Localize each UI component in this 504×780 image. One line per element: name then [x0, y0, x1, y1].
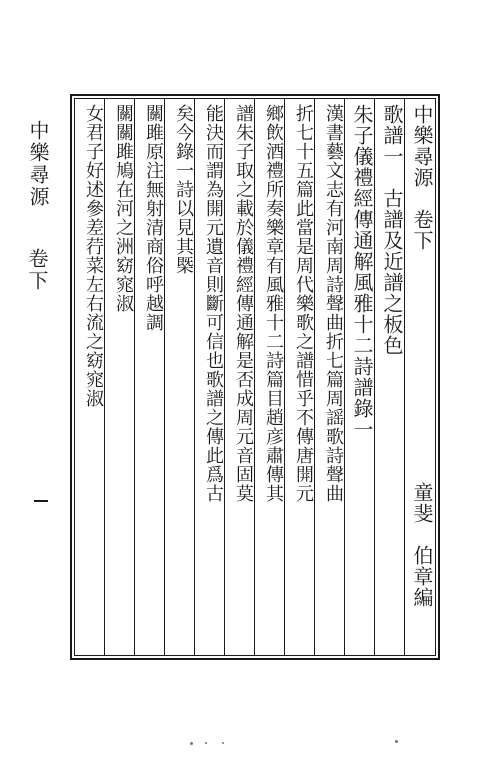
margin-page-mark: [34, 500, 48, 502]
scan-speck: [395, 740, 398, 743]
column-title: 中樂尋源 卷下 童斐 伯章編: [410, 104, 434, 608]
column-text: 能決而謂為開元遺音則斷可信也歌譜之傳此爲古: [203, 104, 224, 503]
column-text: 鄉飲酒禮所奏樂章有風雅十二詩篇目趙彦肅傳其: [263, 104, 284, 503]
column-poem-title: 關雎原注無射清商俗呼越調: [143, 104, 164, 332]
margin-title: 中樂尋源: [26, 120, 50, 208]
column-text: 折七十五篇此當是周代樂歌之譜惜乎不傳唐開元: [293, 104, 314, 503]
margin-volume: 卷下: [25, 248, 49, 292]
scan-speck: [205, 742, 207, 744]
column-text: 矣今錄一詩以見其槩: [173, 104, 194, 275]
column-lyrics: 女君子好述參差荇菜左右流之窈窕淑: [83, 104, 104, 408]
column-subheading: 朱子儀禮經傳通解風雅十二詩譜錄一: [350, 104, 374, 440]
scan-speck: [222, 742, 224, 744]
column-text: 譜朱子取之載於儀禮經傳通解是否成周元音固莫: [233, 104, 254, 503]
column-text: 漢書藝文志有河南周詩聲曲折七篇周謡歌詩聲曲: [323, 104, 344, 503]
scan-speck: [190, 742, 193, 745]
column-lyrics: 關關雎鳩在河之洲窈窕淑: [113, 104, 134, 313]
column-section-heading: 歌譜一 古譜及近譜之板色: [380, 104, 404, 356]
